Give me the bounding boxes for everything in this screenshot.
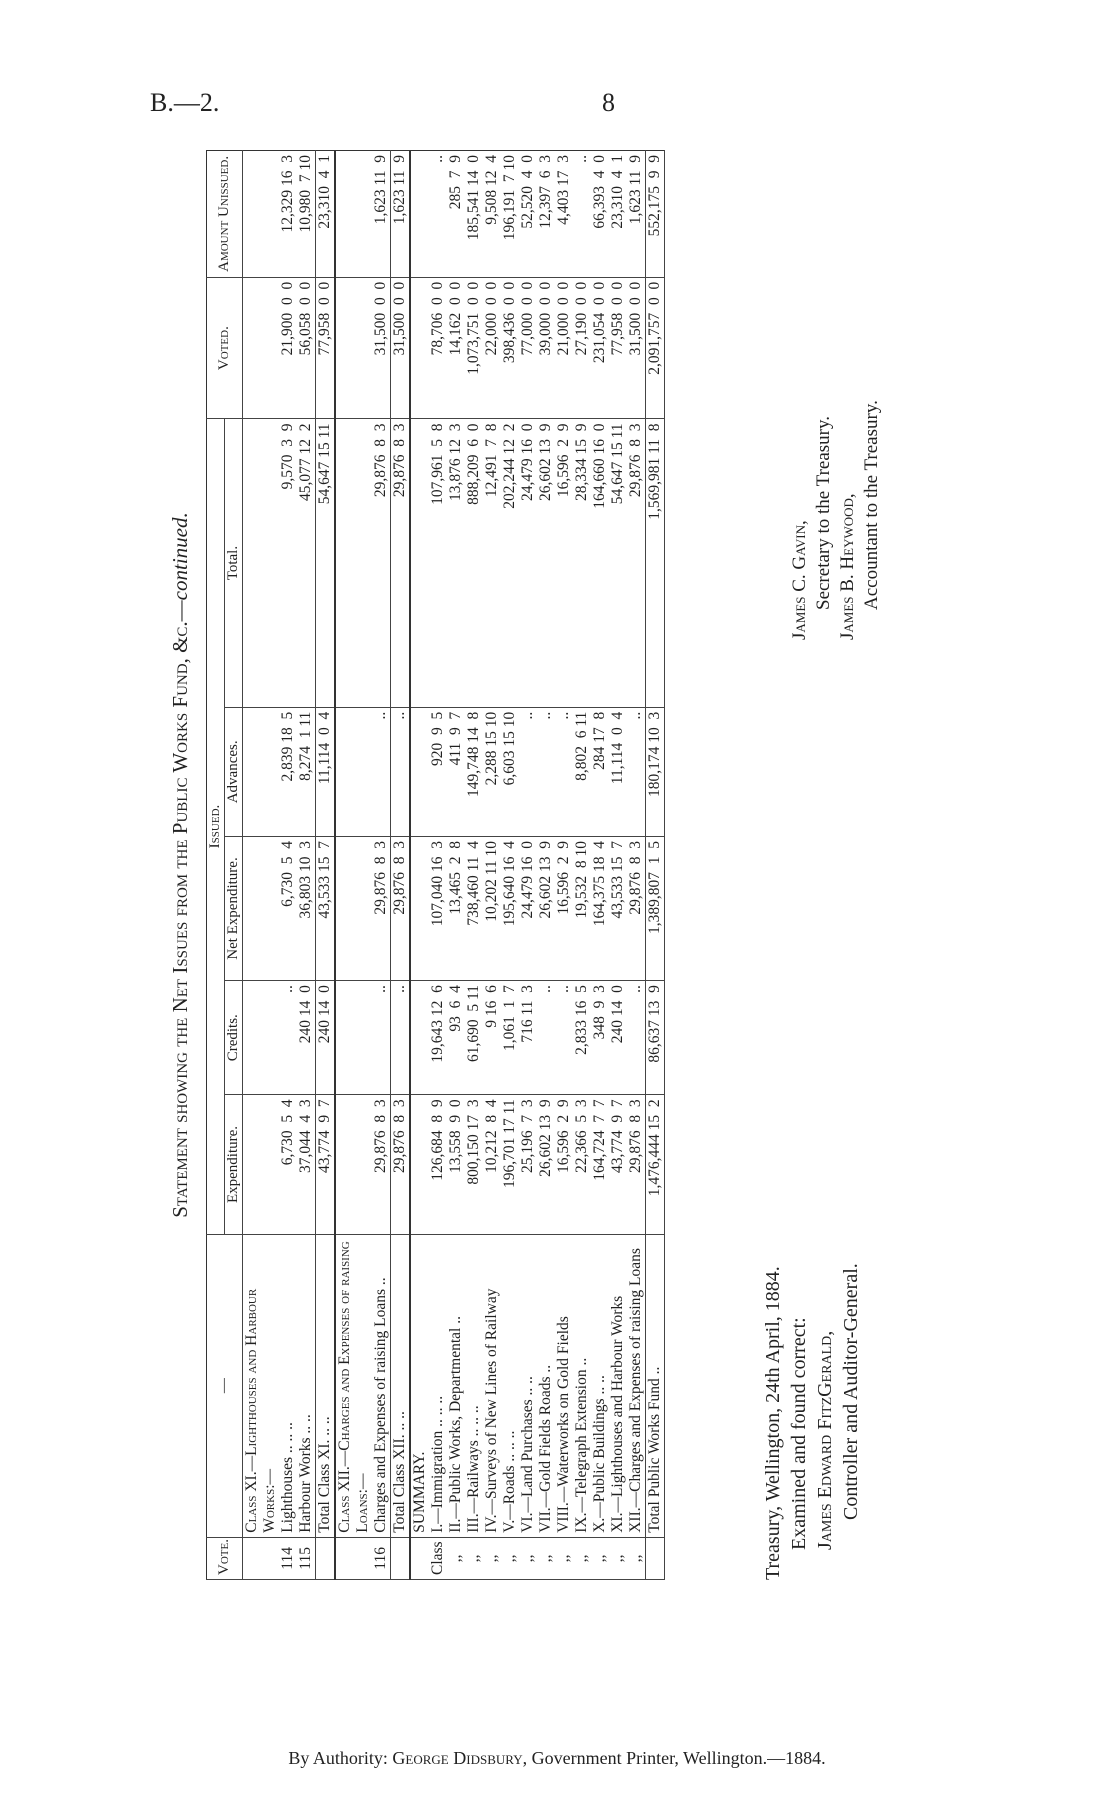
cell-cred: 716 11 3 <box>519 981 537 1095</box>
auditor-name: James Edward FitzGerald, <box>814 1330 836 1550</box>
cell-cred: 348 9 3 <box>591 981 609 1095</box>
row-label: V.—Roads .. .. .. <box>501 1234 519 1537</box>
cell-cred: 93 6 4 <box>447 981 465 1095</box>
statement-table <box>206 150 665 1580</box>
cell-exp: 43,774 9 7 <box>609 1095 627 1234</box>
cell-unissued: 12,397 6 3 <box>537 151 555 278</box>
cell-exp: 10,212 8 4 <box>483 1095 501 1234</box>
cell-voted: 21,900 0 0 <box>279 277 297 419</box>
cell-net: 29,876 8 3 <box>627 836 646 980</box>
accountant-title: Accountant to the Treasury. <box>861 400 882 610</box>
cell-adv: 8,274 1 11 <box>297 707 316 836</box>
table-row <box>519 151 537 1580</box>
auditor-title: Controller and Auditor-General. <box>840 1263 862 1520</box>
row-label: Total Class XII. .. .. <box>391 1234 411 1537</box>
table-row <box>609 151 627 1580</box>
cell-cred: 61,690 5 11 <box>465 981 483 1095</box>
cell-voted: 398,436 0 0 <box>501 277 519 419</box>
cell-adv: .. <box>391 707 411 836</box>
cell-total: 29,876 8 3 <box>391 419 411 707</box>
cell-cred: .. <box>555 981 573 1095</box>
cell-unissued: 23,310 4 1 <box>316 151 336 278</box>
section-heading: Class XII.—Charges and Expenses of raising <box>336 1234 354 1537</box>
cell-voted: 2,091,757 0 0 <box>646 277 665 419</box>
section-heading-row <box>336 151 354 1580</box>
cell-total: 26,602 13 9 <box>537 419 555 707</box>
cell-total: 28,334 15 9 <box>573 419 591 707</box>
cell-net: 107,040 16 3 <box>429 836 447 980</box>
accountant-name: James B. Heywood, <box>837 493 858 640</box>
col-blank: — <box>207 1234 243 1537</box>
col-vote: Vote. <box>207 1537 243 1579</box>
row-label: X.—Public Buildings .. .. <box>591 1234 609 1537</box>
cell-unissued: 12,329 16 3 <box>279 151 297 278</box>
cell-cred: .. <box>372 981 391 1095</box>
cell-exp: 29,876 8 3 <box>627 1095 646 1234</box>
vote-cell: ,, <box>627 1537 646 1579</box>
printer-footer <box>0 1748 1114 1769</box>
cell-exp: 196,701 17 11 <box>501 1095 519 1234</box>
cell-total: 164,660 16 0 <box>591 419 609 707</box>
cell-net: 43,533 15 7 <box>609 836 627 980</box>
cell-net: 164,375 18 4 <box>591 836 609 980</box>
section-heading-row <box>243 151 280 1580</box>
cell-net: 13,465 2 8 <box>447 836 465 980</box>
cell-total: 13,876 12 3 <box>447 419 465 707</box>
row-label: VII.—Gold Fields Roads .. <box>537 1234 555 1537</box>
cell-adv: .. <box>372 707 391 836</box>
vote-cell: Class <box>429 1537 447 1579</box>
cell-voted: 56,058 0 0 <box>297 277 316 419</box>
cell-net: 24,479 16 0 <box>519 836 537 980</box>
vote-cell: ,, <box>537 1537 555 1579</box>
cell-adv: .. <box>537 707 555 836</box>
cell-voted: 77,000 0 0 <box>519 277 537 419</box>
table-row <box>447 151 465 1580</box>
cell-exp: 16,596 2 9 <box>555 1095 573 1234</box>
row-label: IX.—Telegraph Extension .. <box>573 1234 591 1537</box>
cell-net: 36,803 10 3 <box>297 836 316 980</box>
cell-unissued: 10,980 7 10 <box>297 151 316 278</box>
cell-net: 6,730 5 4 <box>279 836 297 980</box>
row-label: II.—Public Works, Departmental .. <box>447 1234 465 1537</box>
cell-voted: 77,958 0 0 <box>316 277 336 419</box>
cell-cred: 19,643 12 6 <box>429 981 447 1095</box>
cell-unissued: 285 7 9 <box>447 151 465 278</box>
cell-exp: 6,730 5 4 <box>279 1095 297 1234</box>
cell-unissued: 1,623 11 9 <box>391 151 411 278</box>
table-row <box>627 151 646 1580</box>
row-label: III.—Railways .. .. .. <box>465 1234 483 1537</box>
cell-cred: .. <box>537 981 555 1095</box>
table-row <box>297 151 316 1580</box>
treasury-date: Treasury, Wellington, 24th April, 1884. <box>762 1266 784 1580</box>
table-row <box>573 151 591 1580</box>
vote-cell: ,, <box>465 1537 483 1579</box>
table-row <box>537 151 555 1580</box>
cell-unissued: 1,623 11 9 <box>627 151 646 278</box>
row-label: Total Class XI. .. .. <box>316 1234 336 1537</box>
cell-adv: 920 9 5 <box>429 707 447 836</box>
vote-cell: ,, <box>573 1537 591 1579</box>
cell-voted: 27,190 0 0 <box>573 277 591 419</box>
cell-net: 19,532 8 10 <box>573 836 591 980</box>
summary-heading: SUMMARY. <box>411 1234 429 1537</box>
cell-voted: 22,000 0 0 <box>483 277 501 419</box>
cell-exp: 29,876 8 3 <box>372 1095 391 1234</box>
cell-net: 195,640 16 4 <box>501 836 519 980</box>
vote-cell: ,, <box>609 1537 627 1579</box>
page-number: 8 <box>602 88 615 117</box>
cell-total: 12,491 7 8 <box>483 419 501 707</box>
cell-net: 29,876 8 3 <box>391 836 411 980</box>
row-label: Charges and Expenses of raising Loans .. <box>372 1234 391 1537</box>
cell-unissued: 9,508 12 4 <box>483 151 501 278</box>
table-row <box>555 151 573 1580</box>
row-label: XII.—Charges and Expenses of raising Loans <box>627 1234 646 1537</box>
title-main: Statement showing the Net Issues from the Public Works Fund, &c.— <box>168 600 192 1218</box>
cell-net: 738,460 11 4 <box>465 836 483 980</box>
cell-total: 1,569,981 11 8 <box>646 419 665 707</box>
cell-total: 24,479 16 0 <box>519 419 537 707</box>
title-continued: continued. <box>168 512 192 601</box>
cell-exp: 164,724 7 7 <box>591 1095 609 1234</box>
table-row <box>316 151 336 1580</box>
cell-total: 29,876 8 3 <box>627 419 646 707</box>
cell-unissued: 1,623 11 9 <box>372 151 391 278</box>
cell-exp: 13,558 9 0 <box>447 1095 465 1234</box>
cell-unissued: .. <box>429 151 447 278</box>
vote-cell <box>316 1537 336 1579</box>
examined-line: Examined and found correct: <box>788 1317 810 1550</box>
cell-adv: 149,748 14 8 <box>465 707 483 836</box>
cell-exp: 26,602 13 9 <box>537 1095 555 1234</box>
cell-cred: 1,061 1 7 <box>501 981 519 1095</box>
cell-total: 202,244 12 2 <box>501 419 519 707</box>
signature-treasury <box>788 400 884 640</box>
cell-net: 26,602 13 9 <box>537 836 555 980</box>
row-label: Harbour Works .. .. <box>297 1234 316 1537</box>
cell-total: 888,209 6 0 <box>465 419 483 707</box>
cell-cred: 240 14 0 <box>316 981 336 1095</box>
cell-cred: 9 16 6 <box>483 981 501 1095</box>
cell-exp: 43,774 9 7 <box>316 1095 336 1234</box>
cell-total: 29,876 8 3 <box>372 419 391 707</box>
cell-total: 16,596 2 9 <box>555 419 573 707</box>
cell-net: 29,876 8 3 <box>372 836 391 980</box>
cell-exp: 22,366 5 3 <box>573 1095 591 1234</box>
cell-adv: 11,114 0 4 <box>609 707 627 836</box>
table-row <box>465 151 483 1580</box>
vote-cell: ,, <box>555 1537 573 1579</box>
cell-voted: 31,500 0 0 <box>391 277 411 419</box>
cell-voted: 21,000 0 0 <box>555 277 573 419</box>
table-row <box>372 151 391 1580</box>
page-ref: B.—2. <box>150 88 220 117</box>
cell-cred: 240 14 0 <box>297 981 316 1095</box>
vote-cell: ,, <box>519 1537 537 1579</box>
cell-voted: 77,958 0 0 <box>609 277 627 419</box>
cell-adv: 2,839 18 5 <box>279 707 297 836</box>
section-heading-row <box>354 151 372 1580</box>
row-label: VI.—Land Purchases .. .. <box>519 1234 537 1537</box>
cell-exp: 37,044 4 3 <box>297 1095 316 1234</box>
signature-auditor <box>760 1263 864 1580</box>
cell-total: 9,570 3 9 <box>279 419 297 707</box>
table-row <box>429 151 447 1580</box>
col-expenditure: Expenditure. <box>225 1095 243 1234</box>
section-heading: Loans:— <box>354 1234 372 1537</box>
cell-unissued: 52,520 4 0 <box>519 151 537 278</box>
cell-voted: 39,000 0 0 <box>537 277 555 419</box>
vote-cell <box>391 1537 411 1579</box>
vote-cell: ,, <box>447 1537 465 1579</box>
cell-unissued: .. <box>573 151 591 278</box>
table-row <box>279 151 297 1580</box>
cell-voted: 78,706 0 0 <box>429 277 447 419</box>
footer-suffix: , Government Printer, Wellington.—1884. <box>522 1748 826 1768</box>
row-label: VIII.—Waterworks on Gold Fields <box>555 1234 573 1537</box>
col-total: Total. <box>225 419 243 707</box>
table-row <box>591 151 609 1580</box>
cell-net: 10,202 11 10 <box>483 836 501 980</box>
cell-unissued: 552,175 9 9 <box>646 151 665 278</box>
col-net-expenditure: Net Expenditure. <box>225 836 243 980</box>
col-issued: Issued. <box>207 419 225 1234</box>
col-advances: Advances. <box>225 707 243 836</box>
cell-exp: 29,876 8 3 <box>391 1095 411 1234</box>
vote-cell: ,, <box>483 1537 501 1579</box>
table-row <box>501 151 519 1580</box>
rotated-statement <box>168 150 928 1580</box>
row-label: Total Public Works Fund .. <box>646 1234 665 1537</box>
cell-exp: 1,476,444 15 2 <box>646 1095 665 1234</box>
cell-cred: .. <box>391 981 411 1095</box>
vote-cell: 116 <box>372 1537 391 1579</box>
statement-body <box>243 151 665 1580</box>
cell-voted: 1,073,751 0 0 <box>465 277 483 419</box>
cell-unissued: 23,310 4 1 <box>609 151 627 278</box>
col-voted: Voted. <box>207 277 243 419</box>
footer-prefix: By Authority: <box>288 1748 393 1768</box>
table-row <box>483 151 501 1580</box>
cell-exp: 25,196 7 3 <box>519 1095 537 1234</box>
cell-adv: 2,288 15 10 <box>483 707 501 836</box>
cell-cred: 2,833 16 5 <box>573 981 591 1095</box>
footer-printer: George Didsbury <box>392 1748 523 1768</box>
statement-title <box>168 150 193 1580</box>
cell-adv: 8,802 6 11 <box>573 707 591 836</box>
secretary-title: Secretary to the Treasury. <box>813 416 834 610</box>
cell-net: 16,596 2 9 <box>555 836 573 980</box>
cell-exp: 800,150 17 3 <box>465 1095 483 1234</box>
cell-net: 1,389,807 1 5 <box>646 836 665 980</box>
cell-adv: 284 17 8 <box>591 707 609 836</box>
cell-cred: 240 14 0 <box>609 981 627 1095</box>
cell-cred: .. <box>279 981 297 1095</box>
vote-cell: 115 <box>297 1537 316 1579</box>
vote-cell: ,, <box>591 1537 609 1579</box>
cell-net: 43,533 15 7 <box>316 836 336 980</box>
cell-cred: .. <box>627 981 646 1095</box>
row-label: Lighthouses .. .. .. <box>279 1234 297 1537</box>
cell-unissued: 4,403 17 3 <box>555 151 573 278</box>
vote-cell <box>646 1537 665 1579</box>
col-credits: Credits. <box>225 981 243 1095</box>
table-row <box>391 151 411 1580</box>
cell-adv: 180,174 10 3 <box>646 707 665 836</box>
section-heading: Class XI.—Lighthouses and Harbour Works:— <box>243 1234 280 1537</box>
cell-adv: 6,603 15 10 <box>501 707 519 836</box>
cell-adv: 411 9 7 <box>447 707 465 836</box>
cell-adv: .. <box>519 707 537 836</box>
secretary-name: James C. Gavin, <box>789 520 810 640</box>
row-label: XI.—Lighthouses and Harbour Works <box>609 1234 627 1537</box>
table-row <box>646 151 665 1580</box>
cell-adv: 11,114 0 4 <box>316 707 336 836</box>
cell-voted: 14,162 0 0 <box>447 277 465 419</box>
cell-unissued: 66,393 4 0 <box>591 151 609 278</box>
cell-adv: .. <box>555 707 573 836</box>
cell-total: 54,647 15 11 <box>609 419 627 707</box>
row-label: IV.—Surveys of New Lines of Railway <box>483 1234 501 1537</box>
vote-cell: ,, <box>501 1537 519 1579</box>
cell-total: 107,961 5 8 <box>429 419 447 707</box>
cell-voted: 31,500 0 0 <box>627 277 646 419</box>
col-amount-unissued: Amount Unissued. <box>207 151 243 278</box>
row-label: I.—Immigration .. .. .. <box>429 1234 447 1537</box>
cell-voted: 231,054 0 0 <box>591 277 609 419</box>
cell-voted: 31,500 0 0 <box>372 277 391 419</box>
cell-total: 54,647 15 11 <box>316 419 336 707</box>
cell-unissued: 185,541 14 0 <box>465 151 483 278</box>
cell-unissued: 196,191 7 10 <box>501 151 519 278</box>
cell-exp: 126,684 8 9 <box>429 1095 447 1234</box>
cell-cred: 86,637 13 9 <box>646 981 665 1095</box>
cell-total: 45,077 12 2 <box>297 419 316 707</box>
summary-heading-row <box>411 151 429 1580</box>
vote-cell: 114 <box>279 1537 297 1579</box>
cell-adv: .. <box>627 707 646 836</box>
